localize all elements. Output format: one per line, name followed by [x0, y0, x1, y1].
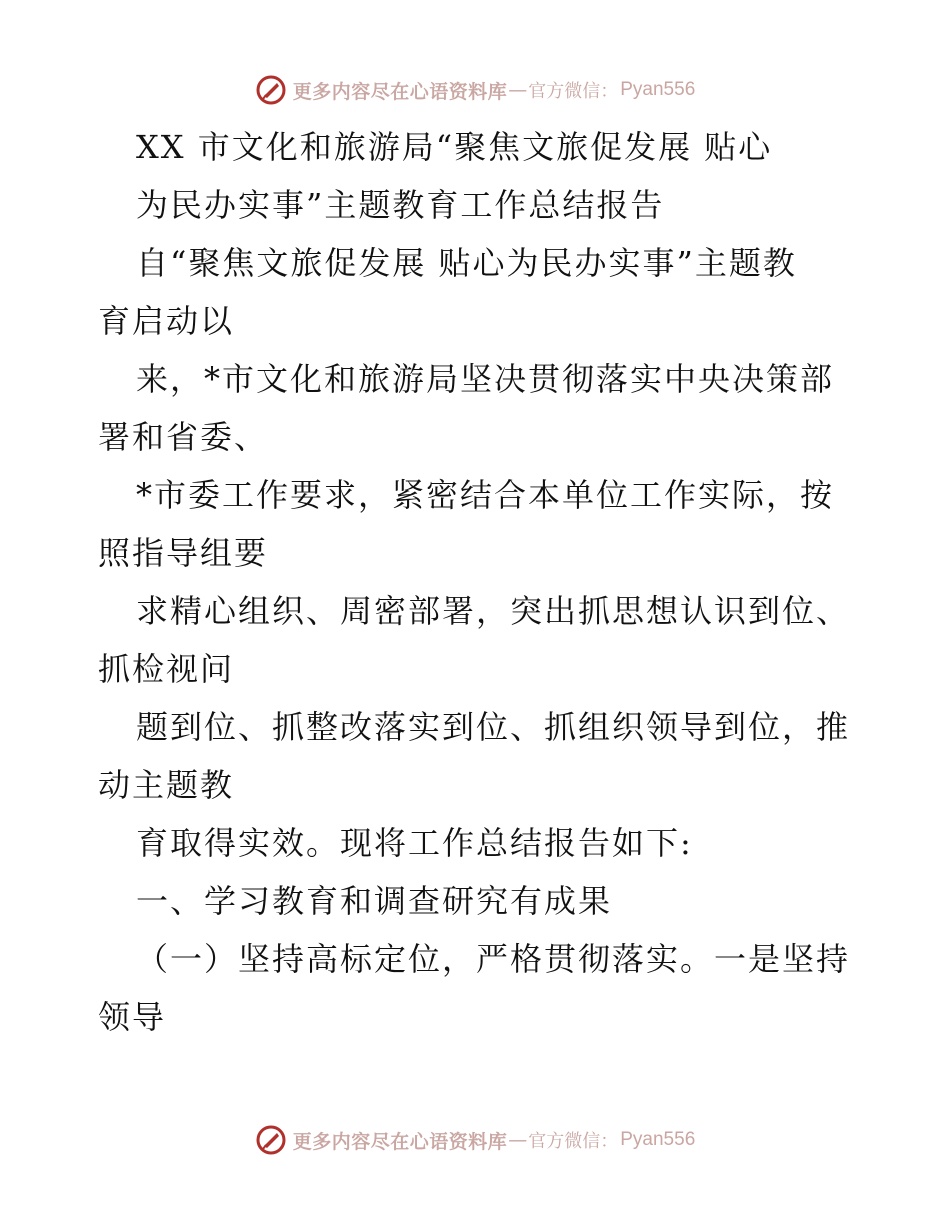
document-body — [98, 118, 888, 1046]
watermark-main-text: 更多内容尽在心语资料库 — [292, 80, 508, 103]
watermark-dash: — — [508, 1129, 528, 1151]
watermark-main-text: 更多内容尽在心语资料库 — [292, 1130, 508, 1153]
text-line: 育取得实效。现将工作总结报告如下: — [136, 824, 693, 862]
text-line: 育启动以 — [98, 302, 235, 340]
text-line: 动主题教 — [98, 766, 235, 804]
text-line: （一）坚持高标定位，严格贯彻落实。一是坚持 — [136, 940, 851, 978]
text-line: 为民办实事”主题教育工作总结报告 — [136, 186, 665, 224]
text-line: 署和省委、 — [98, 418, 269, 456]
text-line: 一、学习教育和调查研究有成果 — [136, 882, 613, 920]
text-line: 来，*市文化和旅游局坚决贯彻落实中央决策部 — [136, 360, 835, 398]
watermark-header — [0, 72, 950, 108]
text-line: 照指导组要 — [98, 534, 269, 572]
text-line: *市委工作要求，紧密结合本单位工作实际，按 — [136, 476, 835, 514]
watermark-dash: — — [508, 79, 528, 101]
feather-logo-icon — [255, 74, 287, 106]
watermark-footer — [0, 1122, 950, 1158]
watermark-id: Pyan556 — [620, 79, 696, 100]
text-line: 抓检视问 — [98, 650, 235, 688]
text-line: 自“聚焦文旅促发展 贴心为民办实事”主题教 — [136, 244, 797, 282]
watermark-sub-text: 官方微信： — [528, 81, 619, 102]
text-line: 领导 — [98, 998, 167, 1036]
text-line: 求精心组织、周密部署，突出抓思想认识到位、 — [136, 592, 851, 630]
text-line: 题到位、抓整改落实到位、抓组织领导到位，推 — [136, 708, 851, 746]
text-line: XX 市文化和旅游局“聚焦文旅促发展 贴心 — [136, 128, 773, 166]
watermark-id: Pyan556 — [620, 1129, 696, 1150]
feather-logo-icon — [255, 1124, 287, 1156]
watermark-sub-text: 官方微信： — [528, 1131, 619, 1152]
